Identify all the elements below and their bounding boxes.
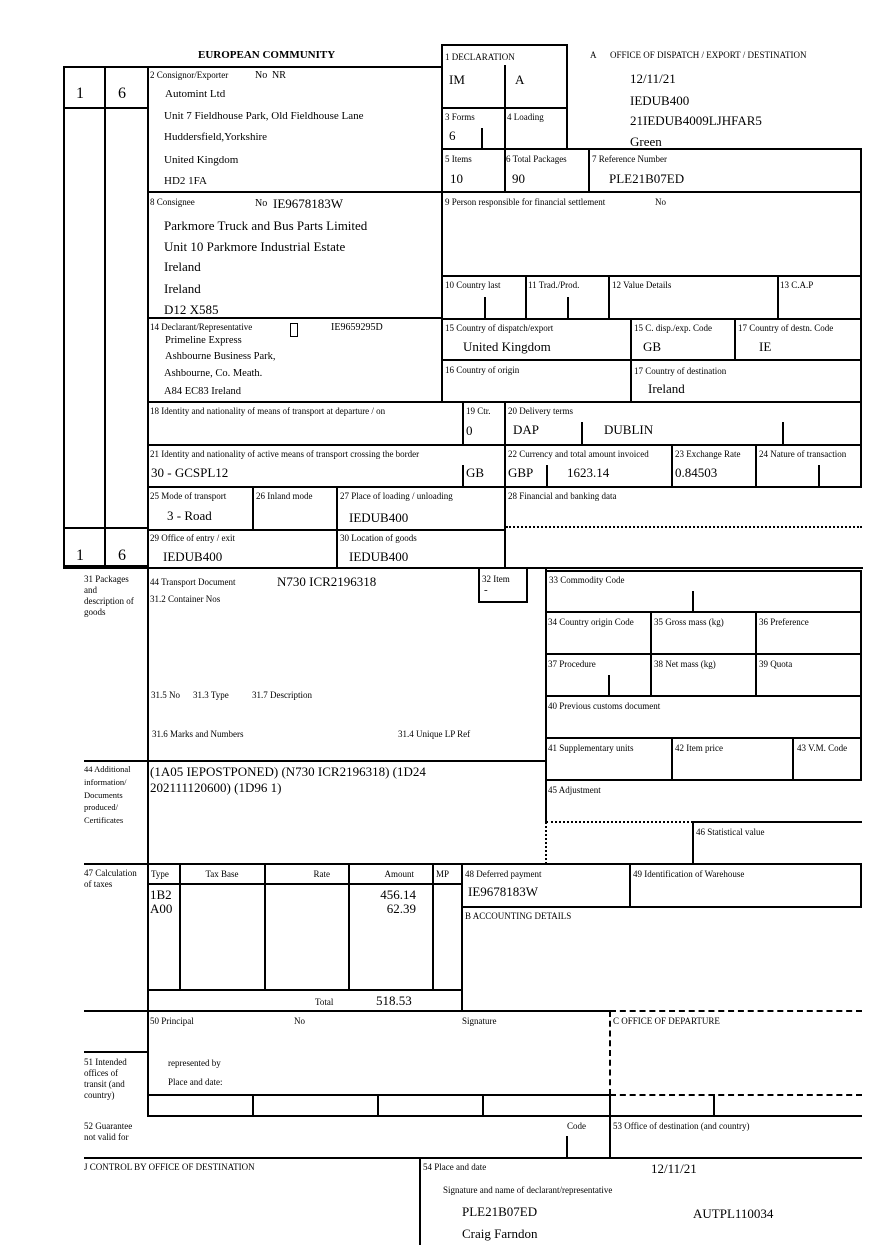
box-22-currency: GBP [508, 465, 534, 480]
box-51-side-label: 51 Intended offices of transit (and country) [84, 1057, 127, 1100]
box-6-label: 6 Total Packages [506, 154, 567, 164]
declarant-name: Primeline Express [165, 335, 242, 346]
box-15-label: 15 Country of dispatch/export [445, 323, 554, 333]
box-j-label: J CONTROL BY OFFICE OF DESTINATION [84, 1162, 255, 1172]
tax-total-value: 518.53 [376, 993, 412, 1008]
side-bottom-form-no: 1 [76, 547, 84, 564]
box-7-label: 7 Reference Number [592, 154, 667, 164]
office-a-title: OFFICE OF DISPATCH / EXPORT / DESTINATION [610, 50, 807, 60]
transport-doc-value: N730 ICR2196318 [277, 574, 377, 589]
tax-total-label: Total [315, 997, 334, 1007]
consignor-name: Automint Ltd [165, 88, 226, 100]
side-column [63, 66, 149, 567]
box-17c-value: IE [759, 339, 772, 354]
tax-row-2-amount: 62.39 [386, 901, 416, 916]
declarant-address-1: Ashbourne Business Park, [165, 351, 276, 362]
box-31-side-label: 31 Packages and description of goods [84, 574, 134, 617]
box-11-label: 11 Trad./Prod. [528, 280, 580, 290]
box-45-label: 45 Adjustment [548, 785, 601, 795]
office-a-mrn: 21IEDUB4009LJHFAR5 [630, 113, 762, 128]
box-8-no-label: No [255, 198, 268, 209]
box-14-checkbox[interactable] [290, 323, 298, 337]
form-title: EUROPEAN COMMUNITY [198, 49, 336, 61]
box-9-label: 9 Person responsible for financial settlement [445, 197, 606, 207]
side-top-form-no: 1 [76, 85, 84, 102]
box-1-value-code: A [515, 72, 525, 87]
box-24-label: 24 Nature of transaction [759, 449, 847, 459]
box-40-label: 40 Previous customs document [548, 701, 661, 711]
transit-office-1 [252, 1094, 254, 1116]
box-13-label: 13 C.A.P [780, 280, 814, 290]
box-54-reference: PLE21B07ED [462, 1204, 538, 1219]
side-bottom-forms-count: 6 [118, 547, 126, 564]
box-32-label: 32 Item [482, 574, 510, 584]
tax-header-type: Type [151, 869, 169, 879]
box-22-label: 22 Currency and total amount invoiced [508, 449, 649, 459]
box-4-label: 4 Loading [507, 112, 544, 122]
box-33-label: 33 Commodity Code [549, 575, 625, 585]
box-42-label: 42 Item price [675, 743, 723, 753]
box-48-value: IE9678183W [468, 884, 539, 899]
tax-header-tax-base: Tax Base [205, 869, 239, 879]
box-8-no-value: IE9678183W [273, 196, 344, 211]
transit-office-3 [482, 1094, 484, 1116]
box-22-amount: 1623.14 [567, 465, 610, 480]
box-50-place-label: Place and date: [168, 1077, 223, 1087]
box-52-code-label: Code [567, 1121, 586, 1131]
consignee-address-2: Ireland [164, 259, 201, 274]
box-19-label: 19 Ctr. [466, 406, 491, 416]
box-53-label: 53 Office of destination (and country) [613, 1121, 750, 1131]
box-37-label: 37 Procedure [548, 659, 596, 669]
tax-row-2-type: A00 [150, 901, 173, 916]
consignee-name: Parkmore Truck and Bus Parts Limited [164, 218, 368, 233]
box-50-represented-label: represented by [168, 1058, 221, 1068]
office-a-date: 12/11/21 [630, 71, 676, 86]
box-41-label: 41 Supplementary units [548, 743, 634, 753]
consignee-country: Ireland [164, 281, 201, 296]
transport-doc-label: 44 Transport Document [150, 577, 236, 587]
box-15c-label: 15 C. disp./exp. Code [634, 323, 712, 333]
box-46-label: 46 Statistical value [696, 827, 765, 837]
box-25-value: 3 - Road [167, 508, 212, 523]
tax-row-1-type: 1B2 [150, 887, 172, 902]
box-29-value: IEDUB400 [163, 549, 223, 564]
box-23-label: 23 Exchange Rate [675, 449, 741, 459]
box-35-label: 35 Gross mass (kg) [654, 617, 724, 627]
box-20-place: DUBLIN [604, 422, 654, 437]
marks-numbers-label: 31.6 Marks and Numbers [152, 729, 244, 739]
box-50-signature-label: Signature [462, 1016, 497, 1026]
tax-header-rate: Rate [313, 869, 330, 879]
box-2-no-value: NR [272, 70, 286, 81]
box-25-label: 25 Mode of transport [150, 491, 227, 501]
office-a-route: Green [630, 134, 662, 149]
box-27-label: 27 Place of loading / unloading [340, 491, 453, 501]
box-21-nationality: GB [466, 465, 485, 480]
box-36-label: 36 Preference [759, 617, 809, 627]
tax-row-1-amount: 456.14 [380, 887, 416, 902]
box-3-label: 3 Forms [445, 112, 475, 122]
box-43-label: 43 V.M. Code [797, 743, 848, 753]
box-20-label: 20 Delivery terms [508, 406, 573, 416]
consignee-postcode: D12 X585 [164, 302, 219, 317]
consignor-postcode: HD2 1FA [164, 175, 207, 187]
container-nos-label: 31.2 Container Nos [150, 594, 221, 604]
box-20-incoterm: DAP [513, 422, 540, 437]
box-1-value-type: IM [449, 72, 465, 87]
consignor-address-1: Unit 7 Fieldhouse Park, Old Fieldhouse Lane [164, 110, 364, 122]
box-21-value: 30 - GCSPL12 [151, 465, 229, 480]
box-17-label: 17 Country of destination [634, 366, 727, 376]
consignee-address-1: Unit 10 Parkmore Industrial Estate [164, 239, 346, 254]
declarant-address-2: Ashbourne, Co. Meath. [164, 368, 263, 379]
box-34-label: 34 Country origin Code [548, 617, 634, 627]
box-21-label: 21 Identity and nationality of active means of transport crossing the border [150, 449, 420, 459]
box-8-label: 8 Consignee [150, 197, 195, 207]
box-39-label: 39 Quota [759, 659, 793, 669]
consignor-address-2: Huddersfield,Yorkshire [164, 131, 268, 143]
box-50-label: 50 Principal [150, 1016, 194, 1026]
declarant-postcode: A84 EC83 Ireland [164, 386, 241, 397]
box-54-auth-code: AUTPL110034 [693, 1206, 774, 1221]
box-48-label: 48 Deferred payment [465, 869, 542, 879]
box-52-side-label: 52 Guarantee not valid for [84, 1121, 133, 1142]
box-c-label: C OFFICE OF DEPARTURE [613, 1016, 720, 1026]
box-2-label: 2 Consignor/Exporter [150, 70, 229, 80]
box-18-label: 18 Identity and nationality of means of transport at departure / on [150, 406, 386, 416]
box-10-label: 10 Country last [445, 280, 501, 290]
box-7-value: PLE21B07ED [609, 171, 685, 186]
box-2-no-label: No [255, 70, 268, 81]
packages-description-label: 31.7 Description [252, 690, 312, 700]
packages-type-label: 31.3 Type [193, 690, 229, 700]
unique-lp-ref-label: 31.4 Unique LP Ref [398, 729, 471, 739]
transit-office-4 [713, 1094, 715, 1116]
box-14-label: 14 Declarant/Representative [150, 322, 253, 332]
box-1-label: 1 DECLARATION [445, 52, 515, 62]
box-32-value: - [484, 584, 488, 596]
box-54-label: 54 Place and date [423, 1162, 487, 1172]
box-30-label: 30 Location of goods [340, 533, 417, 543]
box-3-value: 6 [449, 128, 456, 143]
box-44-side-label: 44 Additional information/ Documents produced/ Certificates [84, 764, 131, 826]
box-54-declarant-name: Craig Farndon [462, 1226, 538, 1241]
box-b-label: B ACCOUNTING DETAILS [465, 911, 572, 921]
box-2-consignor [147, 66, 443, 193]
box-16-label: 16 Country of origin [445, 365, 520, 375]
box-27-value: IEDUB400 [349, 510, 409, 525]
consignor-country: United Kingdom [164, 154, 239, 166]
tax-header-amount: Amount [384, 869, 414, 879]
box-17c-label: 17 Country of destn. Code [738, 323, 834, 333]
box-5-label: 5 Items [445, 154, 472, 164]
packages-no-label: 31.5 No [151, 690, 180, 700]
transit-office-2 [377, 1094, 379, 1116]
box-26-label: 26 Inland mode [256, 491, 313, 501]
box-29-label: 29 Office of entry / exit [150, 533, 236, 543]
box-9-no-label: No [655, 197, 666, 207]
box-30-value: IEDUB400 [349, 549, 409, 564]
box-38-label: 38 Net mass (kg) [654, 659, 716, 669]
box-50-no-label: No [294, 1016, 305, 1026]
box-15c-value: GB [643, 339, 662, 354]
box-49-label: 49 Identification of Warehouse [633, 869, 745, 879]
side-top-forms-count: 6 [118, 85, 126, 102]
box-5-value: 10 [450, 171, 463, 186]
box-12-label: 12 Value Details [612, 280, 672, 290]
office-a-code: IEDUB400 [630, 93, 690, 108]
office-a-letter: A [590, 50, 597, 60]
box-54-signature-label: Signature and name of declarant/representative [443, 1185, 613, 1195]
tax-header-mp: MP [436, 869, 450, 879]
box-47-side-label: 47 Calculation of taxes [84, 868, 137, 889]
box-17-value: Ireland [648, 381, 685, 396]
box-6-value: 90 [512, 171, 525, 186]
box-28-label: 28 Financial and banking data [508, 491, 617, 501]
box-54-date: 12/11/21 [651, 1161, 697, 1176]
box-19-value: 0 [466, 423, 473, 438]
box-14-eori: IE9659295D [331, 322, 383, 333]
box-15-value: United Kingdom [463, 339, 551, 354]
box-23-value: 0.84503 [675, 465, 718, 480]
box-44-additional-info: (1A05 IEPOSTPONED) (N730 ICR2196318) (1D24 202111120600) (1D96 1) [150, 764, 426, 795]
